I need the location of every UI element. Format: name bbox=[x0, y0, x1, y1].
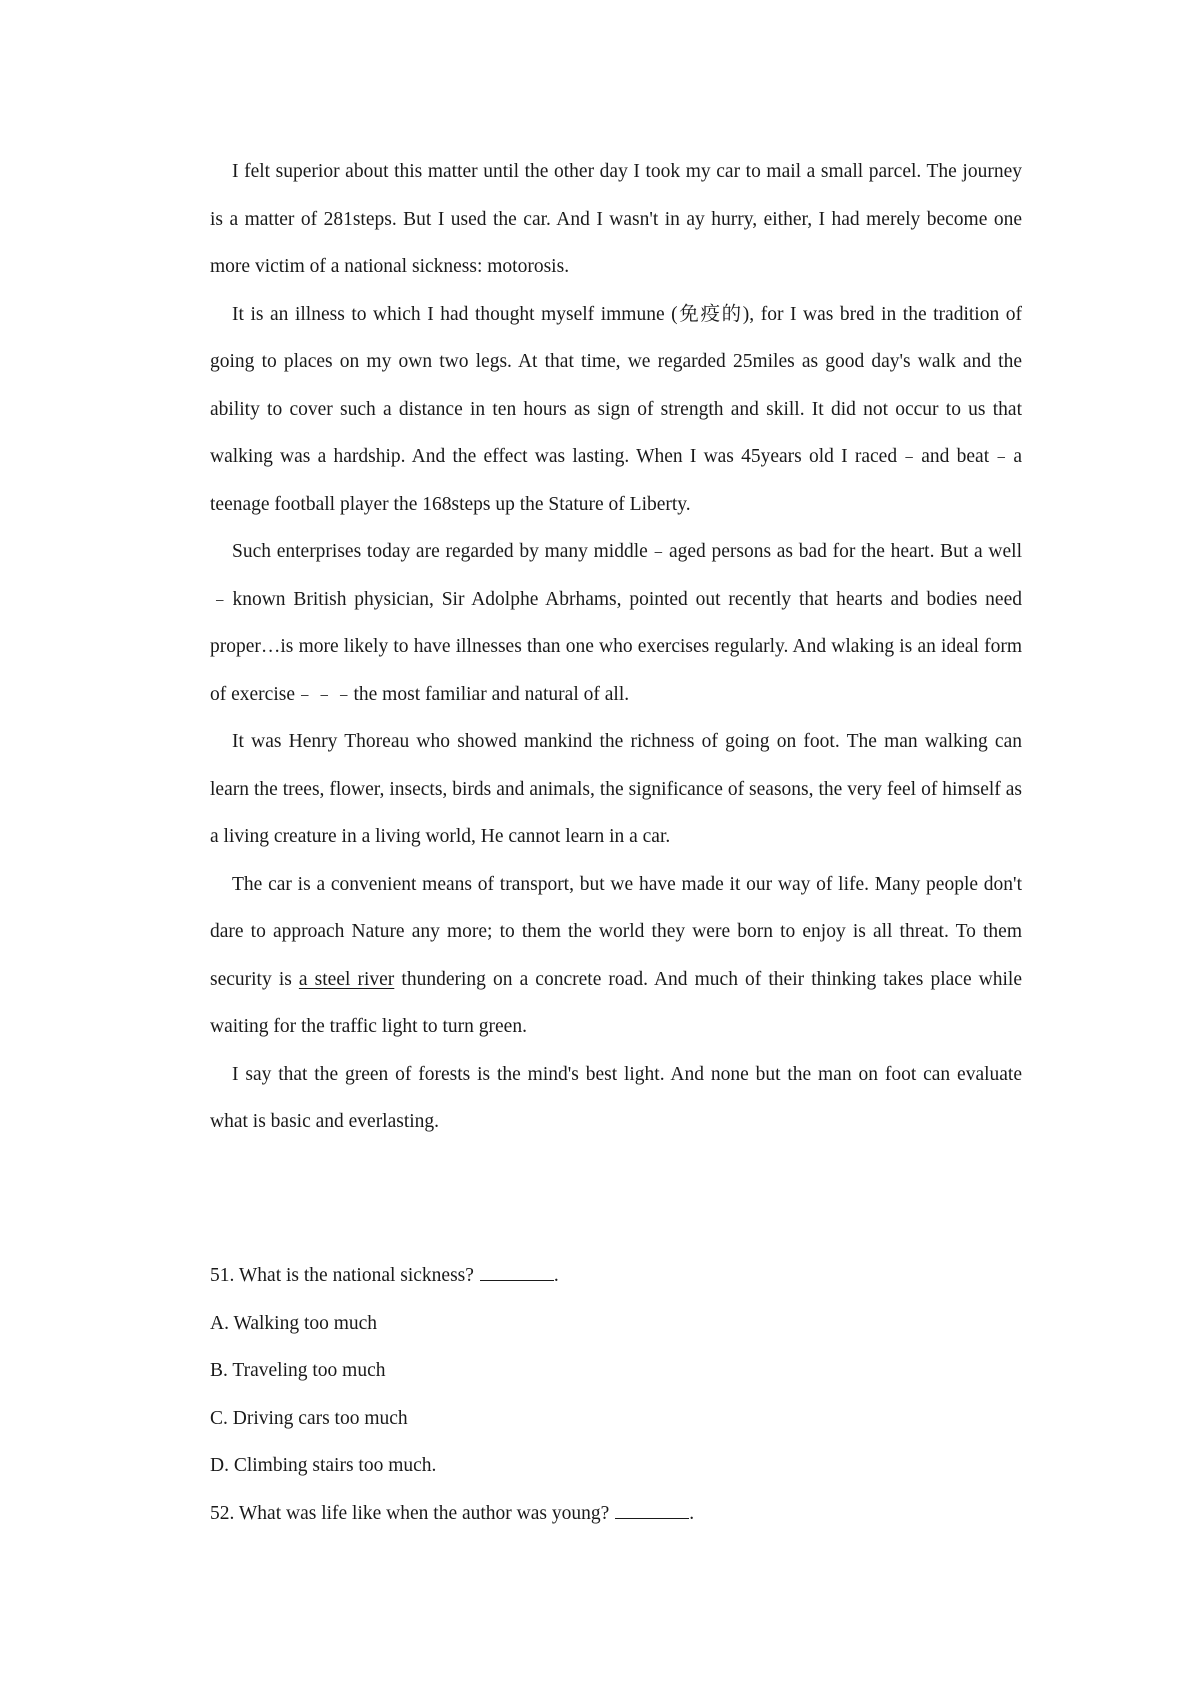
question-51 bbox=[210, 1252, 1022, 1300]
option-b: B. Traveling too much bbox=[210, 1360, 386, 1381]
underlined-phrase: a steel river bbox=[298, 968, 395, 990]
paragraph-5-text-end: thundering on a concrete road. And much of their thinking takes place while waiting for the traffic light to turn green. bbox=[210, 968, 1023, 1037]
paragraph-5-text-start: The car is a convenient means of transport, but we have made it our way of life. Many people don't dare to approach Nature any more; to them the world they were born to enjoy is all threat. To them security is bbox=[210, 873, 1022, 990]
option-d: D. Climbing stairs too much. bbox=[210, 1455, 437, 1476]
paragraph-1: I felt superior about this matter until the other day I took my car to mail a small parcel. The journey is a matter of 281steps. But I used the car. And I wasn't in ay hurry, either, I had merely become one more victim of a national sickness: motorosis. bbox=[210, 161, 1022, 277]
question-52 bbox=[210, 1490, 1022, 1538]
option-a: A. Walking too much bbox=[210, 1312, 378, 1334]
paragraph-4: It was Henry Thoreau who showed mankind the richness of going on foot. The man walking can learn the trees, flower, insects, birds and animals, the significance of seasons, the very feel of himself as a living creature in a living world, He cannot learn in a car. bbox=[210, 731, 1022, 847]
paragraph-5 bbox=[210, 861, 1022, 1051]
paragraph-6: I say that the green of forests is the mind's best light. And none but the man on foot can evaluate what is basic and everlasting. bbox=[210, 1063, 1022, 1132]
question-51-suffix: . bbox=[553, 1265, 559, 1286]
question-51-stem: 51. What is the national sickness? bbox=[210, 1265, 474, 1286]
question-52-suffix: . bbox=[689, 1502, 695, 1524]
paragraph-3: Such enterprises today are regarded by many middle﹣aged persons as bad for the heart. But a well﹣known British physician, Sir Adolphe Abrhams, pointed out recently that hearts and bodies need proper…is more likely to have illnesses than one who exercises regularly. And wlaking is an ideal form of exercise﹣﹣﹣the most familiar and natural of all. bbox=[210, 541, 1022, 705]
passage bbox=[210, 148, 1022, 1146]
option-c: C. Driving cars too much bbox=[210, 1407, 408, 1429]
questions-section bbox=[210, 1252, 1022, 1537]
answer-blank bbox=[480, 1262, 554, 1281]
paragraph-2: It is an illness to which I had thought myself immune (免疫的), for I was bred in the tradition of going to places on my own two legs. At that time, we regarded 25miles as good day's walk and the ability to cover such a distance in ten hours as sign of strength and skill. It did not occur to us that walking was a hardship. And the effect was lasting. When I was 45years old I raced﹣and beat﹣a teenage football player the 168steps up the Stature of Liberty. bbox=[210, 303, 1022, 515]
question-52-stem: 52. What was life like when the author was young? bbox=[210, 1502, 610, 1524]
answer-blank bbox=[615, 1500, 689, 1519]
